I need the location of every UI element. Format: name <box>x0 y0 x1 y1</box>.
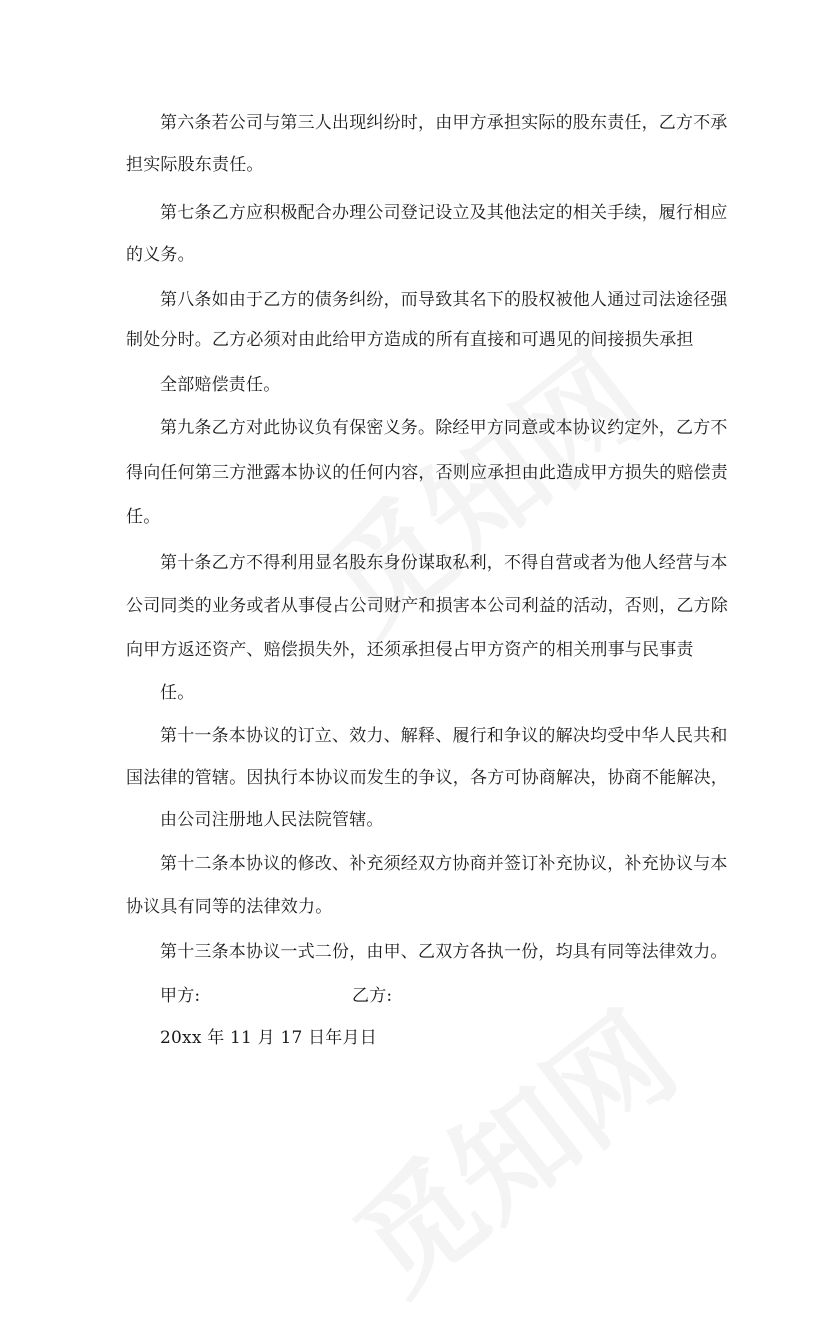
article-11-line-3: 由公司注册地人民法院管辖。 <box>160 810 384 830</box>
party-a-label: 甲方: <box>160 986 201 1006</box>
article-6-line-1: 第六条若公司与第三人出现纠纷时，由甲方承担实际的股东责任，乙方不承 <box>160 113 728 133</box>
article-8-line-3: 全部赔偿责任。 <box>160 375 281 395</box>
article-10-line-4: 任。 <box>160 683 195 703</box>
article-9-line-2: 得向任何第三方泄露本协议的任何内容，否则应承担由此造成甲方损失的赔偿责 <box>126 463 728 483</box>
article-6-line-2: 担实际股东责任。 <box>126 155 264 175</box>
party-b-label: 乙方: <box>352 986 393 1006</box>
article-8-line-1: 第八条如由于乙方的债务纠纷，而导致其名下的股权被他人通过司法途径强 <box>160 290 728 310</box>
signing-date: 20xx 年 11 月 17 日年月日 <box>160 1028 377 1048</box>
article-11-line-1: 第十一条本协议的订立、效力、解释、履行和争议的解决均受中华人民共和 <box>160 726 728 746</box>
article-12-line-2: 协议具有同等的法律效力。 <box>126 897 333 917</box>
article-10-line-3: 向甲方返还资产、赔偿损失外，还须承担侵占甲方资产的相关刑事与民事责 <box>126 640 694 660</box>
article-12-line-1: 第十二条本协议的修改、补充须经双方协商并签订补充协议，补充协议与本 <box>160 854 728 874</box>
article-10-line-1: 第十条乙方不得利用显名股东身份谋取私利，不得自营或者为他人经营与本 <box>160 553 728 573</box>
article-9-line-3: 任。 <box>126 507 161 527</box>
article-7-line-2: 的义务。 <box>126 245 195 265</box>
article-10-line-2: 公司同类的业务或者从事侵占公司财产和损害本公司利益的活动，否则，乙方除 <box>126 596 728 616</box>
article-9-line-1: 第九条乙方对此协议负有保密义务。除经甲方同意或本协议约定外，乙方不 <box>160 418 728 438</box>
article-13-line-1: 第十三条本协议一式二份，由甲、乙双方各执一份，均具有同等法律效力。 <box>160 942 728 962</box>
article-11-line-2: 国法律的管辖。因执行本协议而发生的争议，各方可协商解决，协商不能解决， <box>126 768 728 788</box>
watermark-text <box>315 967 705 1324</box>
article-7-line-1: 第七条乙方应积极配合办理公司登记设立及其他法定的相关手续，履行相应 <box>160 203 728 223</box>
article-8-line-2: 制处分时。乙方必须对由此给甲方造成的所有直接和可遇见的间接损失承担 <box>126 330 694 350</box>
